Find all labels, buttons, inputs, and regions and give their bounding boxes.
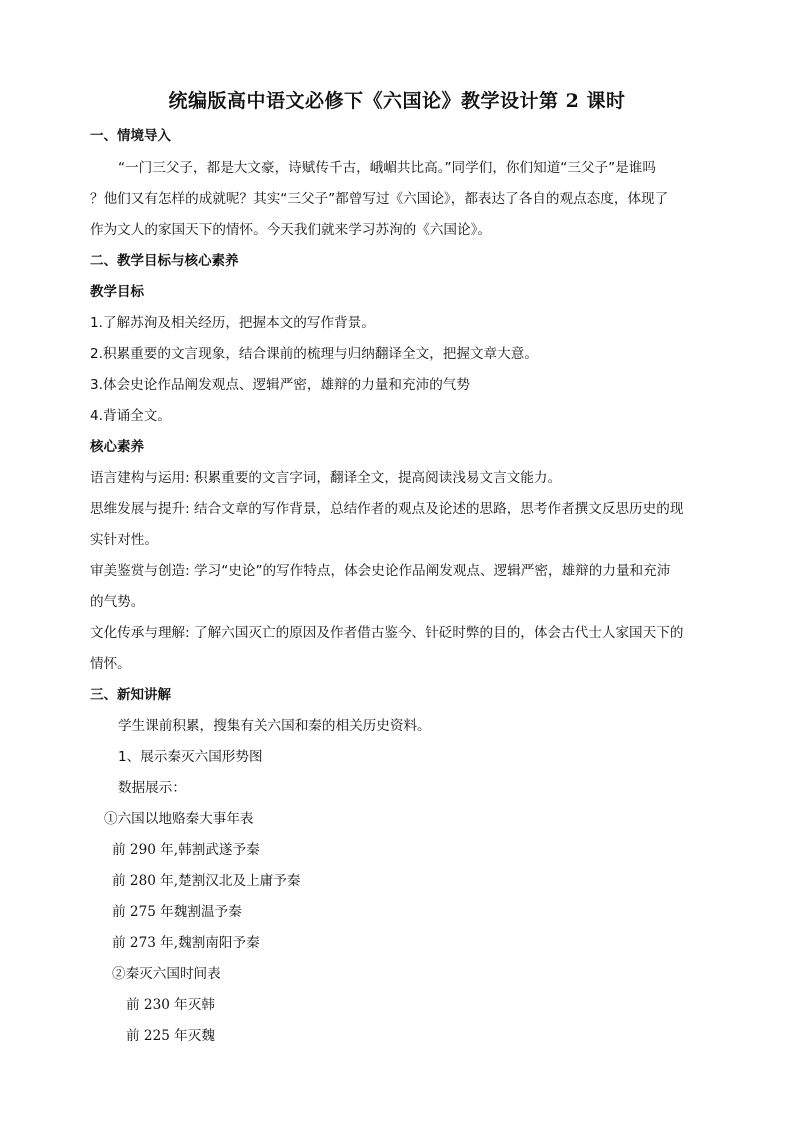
paragraph-line: “一门三父子，都是大文豪，诗赋传千古，峨嵋共比高。”同学们，你们知道“三父子”是谁吗 — [118, 160, 656, 176]
paragraph-line: 审美鉴赏与创造: 学习“史论”的写作特点，体会史论作品阐发观点、逻辑严密，雄辩的力量和充沛 — [90, 563, 671, 579]
paragraph-line: 情怀。 — [90, 656, 131, 672]
list-item: 前 290 年,韩割武遂予秦 — [112, 842, 260, 858]
paragraph-line: 作为文人的家国天下的情怀。今天我们就来学习苏洵的《六国论》。 — [90, 222, 492, 238]
list-item: 2.积累重要的文言现象，结合课前的梳理与归纳翻译全文，把握文章大意。 — [90, 346, 538, 362]
list-heading: ①六国以地赂秦大事年表 — [104, 811, 254, 827]
list-item: 前 230 年灭韩 — [126, 997, 215, 1013]
paragraph-line: ？他们又有怎样的成就呢？其实“三父子”都曾写过《六国论》，都表达了各自的观点态度，体现了 — [90, 191, 669, 207]
list-item: 前 273 年,魏割南阳予秦 — [112, 935, 260, 951]
section-heading-new-knowledge: 三、新知讲解 — [90, 687, 171, 703]
list-item: 前 280 年,楚割汉北及上庸予秦 — [112, 873, 301, 889]
paragraph-line: 数据展示： — [118, 780, 186, 796]
paragraph-line: 语言建构与运用: 积累重要的文言字词，翻译全文，提高阅读浅易文言文能力。 — [90, 470, 562, 486]
list-item: 前 275 年魏割温予秦 — [112, 904, 242, 920]
paragraph-line: 实针对性。 — [90, 532, 158, 548]
subheading-core-literacy: 核心素养 — [90, 439, 144, 455]
paragraph-line: 1、展示秦灭六国形势图 — [118, 749, 263, 765]
paragraph-line: 文化传承与理解: 了解六国灭亡的原因及作者借古鉴今、针砭时弊的目的，体会古代士人家国天下的 — [90, 625, 684, 641]
list-item: 前 225 年灭魏 — [126, 1028, 215, 1044]
paragraph-line: 学生课前积累，搜集有关六国和秦的相关历史资料。 — [118, 718, 431, 734]
list-heading: ②秦灭六国时间表 — [112, 966, 221, 982]
paragraph-line: 思维发展与提升: 结合文章的写作背景，总结作者的观点及论述的思路，思考作者撰文反思历史的现 — [90, 501, 684, 517]
paragraph-line: 的气势。 — [90, 594, 145, 610]
section-heading-intro: 一、情境导入 — [90, 128, 171, 144]
document-title: 统编版高中语文必修下《六国论》教学设计第 2 课时 — [168, 90, 626, 112]
subheading-teaching-goals: 教学目标 — [90, 284, 144, 300]
section-heading-goals: 二、教学目标与核心素养 — [90, 253, 239, 269]
list-item: 1.了解苏洵及相关经历，把握本文的写作背景。 — [90, 315, 375, 331]
list-item: 4.背诵全文。 — [90, 408, 171, 424]
list-item: 3.体会史论作品阐发观点、逻辑严密，雄辩的力量和充沛的气势 — [90, 377, 470, 393]
